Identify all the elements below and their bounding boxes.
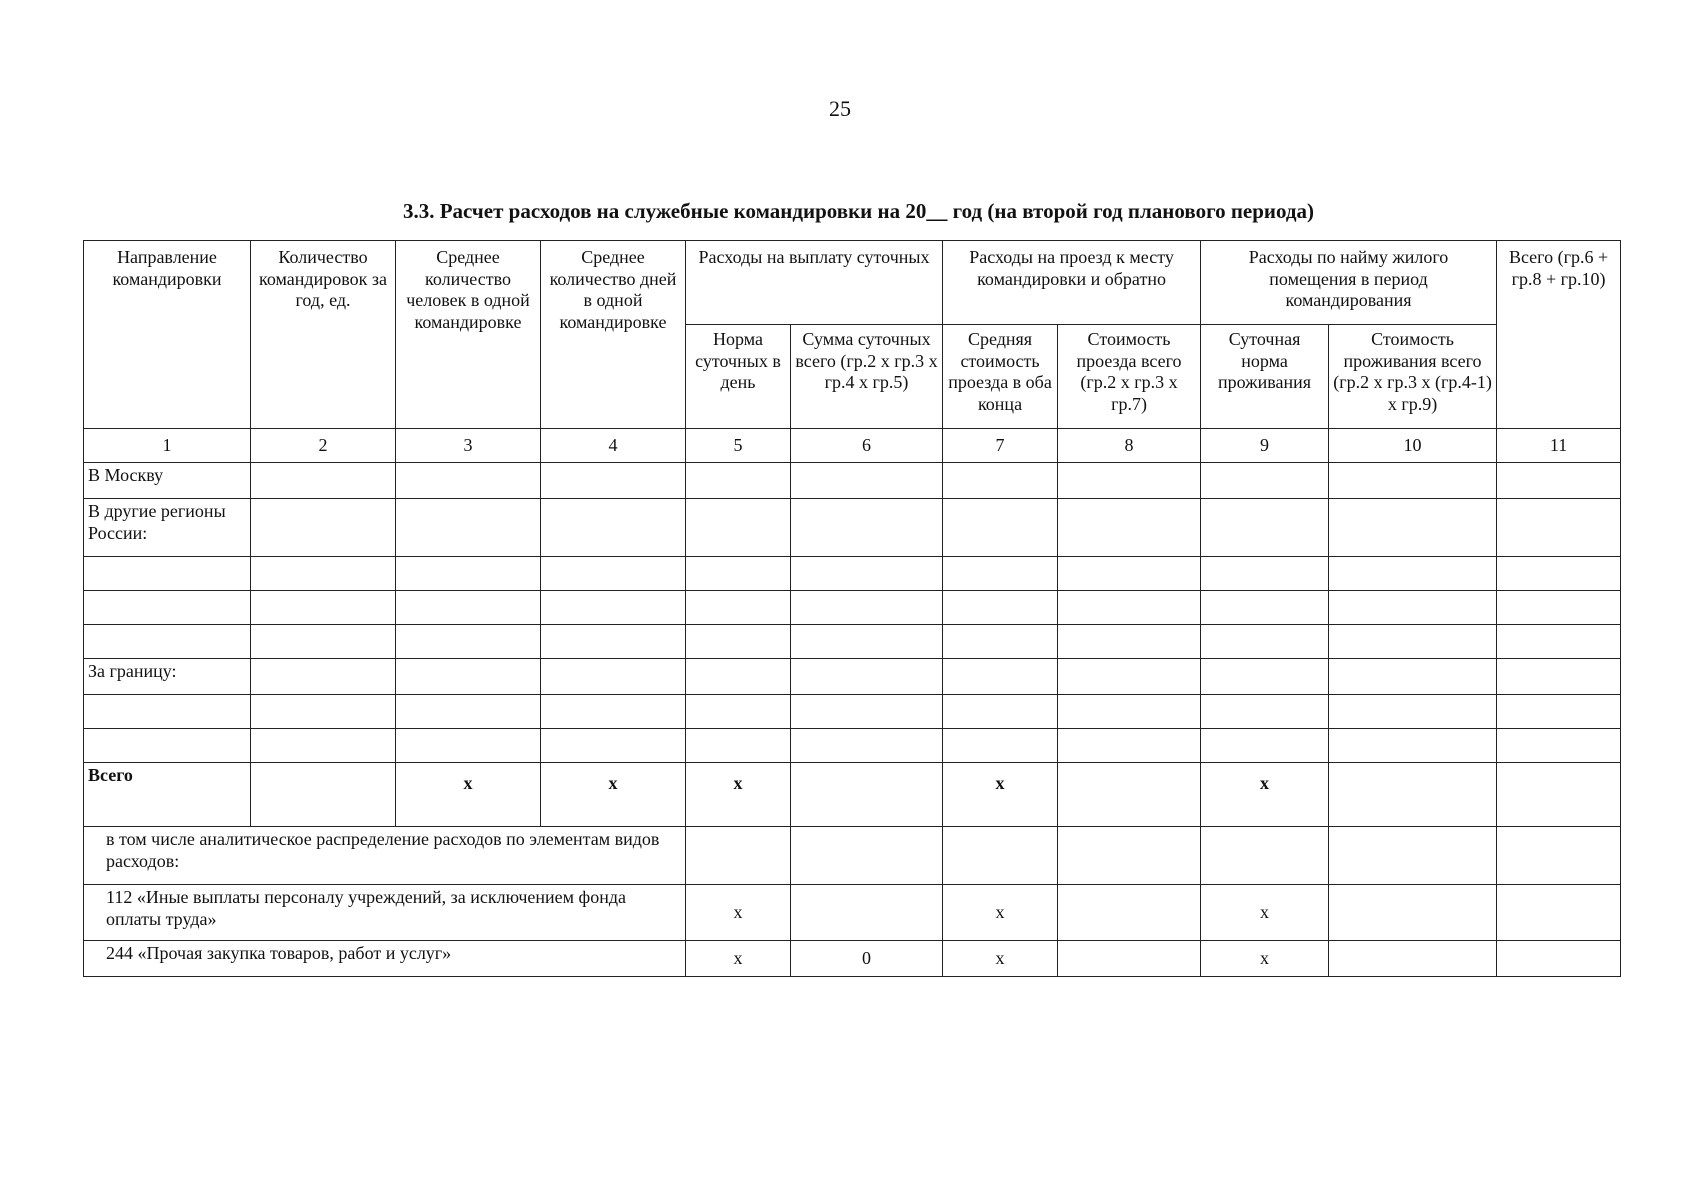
table-cell bbox=[791, 591, 943, 625]
table-cell bbox=[84, 557, 251, 591]
empty-row bbox=[84, 591, 1621, 625]
row-regions bbox=[84, 499, 1621, 557]
table-cell bbox=[1058, 625, 1201, 659]
table-cell bbox=[1058, 591, 1201, 625]
table-cell bbox=[943, 827, 1058, 885]
table-cell bbox=[686, 729, 791, 763]
table-cell bbox=[251, 591, 396, 625]
header-travel-total: Стоимость проезда всего (гр.2 х гр.3 х гр.7) bbox=[1058, 325, 1201, 429]
row-abroad bbox=[84, 659, 1621, 695]
na-mark: x bbox=[686, 763, 791, 827]
header-avg-people: Среднее количество человек в одной командировке bbox=[396, 241, 541, 429]
table-cell bbox=[1497, 591, 1621, 625]
table-cell bbox=[1329, 695, 1497, 729]
header-housing-norm: Суточная норма проживания bbox=[1201, 325, 1329, 429]
table-cell bbox=[541, 625, 686, 659]
table-cell bbox=[396, 499, 541, 557]
table-cell bbox=[541, 463, 686, 499]
table-cell bbox=[686, 625, 791, 659]
header-direction: Направление командировки bbox=[84, 241, 251, 429]
table-cell bbox=[541, 729, 686, 763]
table-cell bbox=[1329, 659, 1497, 695]
header-total: Всего (гр.6 + гр.8 + гр.10) bbox=[1497, 241, 1621, 429]
empty-row bbox=[84, 695, 1621, 729]
table-cell bbox=[1329, 763, 1497, 827]
table-cell bbox=[396, 625, 541, 659]
table-cell bbox=[1329, 729, 1497, 763]
table-cell bbox=[791, 763, 943, 827]
table-cell bbox=[1329, 625, 1497, 659]
table-cell bbox=[84, 591, 251, 625]
header-group-daily: Расходы на выплату суточных bbox=[686, 241, 943, 325]
table-cell bbox=[943, 625, 1058, 659]
column-number: 2 bbox=[251, 429, 396, 463]
header-trip-count: Количество командировок за год, ед. bbox=[251, 241, 396, 429]
table-cell bbox=[1497, 885, 1621, 941]
header-daily-norm: Норма суточных в день bbox=[686, 325, 791, 429]
table-cell bbox=[251, 499, 396, 557]
table-cell bbox=[1201, 695, 1329, 729]
table-cell bbox=[943, 591, 1058, 625]
table-cell bbox=[1058, 885, 1201, 941]
table-cell bbox=[1201, 827, 1329, 885]
table-cell bbox=[686, 591, 791, 625]
expense-calculation-table bbox=[83, 240, 1621, 977]
table-cell bbox=[1497, 463, 1621, 499]
empty-row bbox=[84, 625, 1621, 659]
table-cell bbox=[791, 463, 943, 499]
column-number: 3 bbox=[396, 429, 541, 463]
table-cell bbox=[396, 557, 541, 591]
table-cell bbox=[1497, 557, 1621, 591]
table-cell bbox=[1329, 827, 1497, 885]
table-cell bbox=[1058, 695, 1201, 729]
table-cell bbox=[1497, 659, 1621, 695]
table-cell bbox=[541, 695, 686, 729]
table-cell bbox=[791, 625, 943, 659]
header-daily-sum: Сумма суточных всего (гр.2 х гр.3 х гр.4 х гр.5) bbox=[791, 325, 943, 429]
column-number-row bbox=[84, 429, 1621, 463]
table-cell bbox=[1201, 729, 1329, 763]
table-cell bbox=[84, 695, 251, 729]
na-mark: x bbox=[1201, 885, 1329, 941]
header-avg-travel-cost: Средняя стоимость проезда в оба конца bbox=[943, 325, 1058, 429]
table-cell bbox=[84, 729, 251, 763]
page-number: 25 bbox=[829, 96, 851, 121]
row-label-regions: В другие регионы России: bbox=[84, 499, 251, 557]
row-label-moscow: В Москву bbox=[84, 463, 251, 499]
table-cell bbox=[791, 659, 943, 695]
column-number: 8 bbox=[1058, 429, 1201, 463]
na-mark: x bbox=[686, 941, 791, 977]
table-cell bbox=[251, 763, 396, 827]
table-cell bbox=[1058, 463, 1201, 499]
table-cell bbox=[943, 463, 1058, 499]
row-moscow bbox=[84, 463, 1621, 499]
table-cell bbox=[686, 463, 791, 499]
column-number: 11 bbox=[1497, 429, 1621, 463]
table-cell bbox=[791, 729, 943, 763]
table-cell bbox=[1497, 941, 1621, 977]
table-cell bbox=[251, 659, 396, 695]
table-cell bbox=[396, 729, 541, 763]
table-cell bbox=[1497, 695, 1621, 729]
na-mark: x bbox=[541, 763, 686, 827]
na-mark: x bbox=[396, 763, 541, 827]
table-cell bbox=[686, 557, 791, 591]
table-cell bbox=[1329, 941, 1497, 977]
empty-row bbox=[84, 557, 1621, 591]
table-cell bbox=[686, 827, 791, 885]
empty-row bbox=[84, 729, 1621, 763]
row-label-244: 244 «Прочая закупка товаров, работ и услуг» bbox=[84, 941, 686, 977]
table-cell bbox=[1058, 557, 1201, 591]
table-cell bbox=[1201, 463, 1329, 499]
table-cell bbox=[791, 827, 943, 885]
row-analytic bbox=[84, 827, 1621, 885]
table-cell bbox=[541, 499, 686, 557]
table-cell bbox=[541, 557, 686, 591]
table-cell bbox=[686, 695, 791, 729]
table-cell bbox=[943, 557, 1058, 591]
table-cell bbox=[396, 463, 541, 499]
header-group-housing: Расходы по найму жилого помещения в период командирования bbox=[1201, 241, 1497, 325]
row-label-abroad: За границу: bbox=[84, 659, 251, 695]
header-housing-total: Стоимость проживания всего (гр.2 х гр.3 х (гр.4-1) х гр.9) bbox=[1329, 325, 1497, 429]
table-cell bbox=[251, 557, 396, 591]
table-cell bbox=[1329, 499, 1497, 557]
table-cell bbox=[1058, 659, 1201, 695]
value-cell: 0 bbox=[791, 941, 943, 977]
table-cell bbox=[1329, 591, 1497, 625]
table-cell bbox=[791, 885, 943, 941]
table-cell bbox=[1058, 729, 1201, 763]
column-number: 1 bbox=[84, 429, 251, 463]
na-mark: x bbox=[686, 885, 791, 941]
column-number: 5 bbox=[686, 429, 791, 463]
table-cell bbox=[791, 557, 943, 591]
table-cell bbox=[1201, 659, 1329, 695]
table-cell bbox=[1201, 625, 1329, 659]
table-cell bbox=[943, 729, 1058, 763]
na-mark: x bbox=[943, 885, 1058, 941]
na-mark: x bbox=[1201, 763, 1329, 827]
table-cell bbox=[1497, 625, 1621, 659]
header-row-1 bbox=[84, 241, 1621, 325]
table-cell bbox=[791, 499, 943, 557]
table-cell bbox=[1201, 499, 1329, 557]
row-244 bbox=[84, 941, 1621, 977]
table-cell bbox=[1497, 499, 1621, 557]
column-number: 4 bbox=[541, 429, 686, 463]
table-cell bbox=[251, 695, 396, 729]
table-cell bbox=[686, 499, 791, 557]
table-cell bbox=[1058, 827, 1201, 885]
table-cell bbox=[686, 659, 791, 695]
table-cell bbox=[1058, 941, 1201, 977]
table-cell bbox=[84, 625, 251, 659]
table-cell bbox=[943, 499, 1058, 557]
table-cell bbox=[396, 659, 541, 695]
na-mark: x bbox=[943, 941, 1058, 977]
na-mark: x bbox=[943, 763, 1058, 827]
table-cell bbox=[396, 695, 541, 729]
table-cell bbox=[1329, 463, 1497, 499]
table-cell bbox=[1058, 499, 1201, 557]
table-cell bbox=[943, 695, 1058, 729]
table-cell bbox=[943, 659, 1058, 695]
row-112 bbox=[84, 885, 1621, 941]
row-total bbox=[84, 763, 1621, 827]
row-label-total: Всего bbox=[84, 763, 251, 827]
table-cell bbox=[1329, 885, 1497, 941]
header-group-travel: Расходы на проезд к месту командировки и обратно bbox=[943, 241, 1201, 325]
table-cell bbox=[541, 591, 686, 625]
table-cell bbox=[1201, 591, 1329, 625]
table-cell bbox=[251, 463, 396, 499]
table-cell bbox=[1329, 557, 1497, 591]
table-cell bbox=[251, 729, 396, 763]
column-number: 6 bbox=[791, 429, 943, 463]
column-number: 10 bbox=[1329, 429, 1497, 463]
header-avg-days: Среднее количество дней в одной командировке bbox=[541, 241, 686, 429]
row-label-analytic: в том числе аналитическое распределение расходов по элементам видов расходов: bbox=[84, 827, 686, 885]
table-cell bbox=[396, 591, 541, 625]
table-cell bbox=[1497, 763, 1621, 827]
table-cell bbox=[541, 659, 686, 695]
table-cell bbox=[1497, 827, 1621, 885]
table-cell bbox=[1497, 729, 1621, 763]
na-mark: x bbox=[1201, 941, 1329, 977]
column-number: 7 bbox=[943, 429, 1058, 463]
table-cell bbox=[251, 625, 396, 659]
table-cell bbox=[1058, 763, 1201, 827]
table-cell bbox=[1201, 557, 1329, 591]
table-cell bbox=[791, 695, 943, 729]
document-title: 3.3. Расчет расходов на служебные командировки на 20__ год (на второй год планового периода) bbox=[402, 199, 1315, 223]
column-number: 9 bbox=[1201, 429, 1329, 463]
row-label-112: 112 «Иные выплаты персоналу учреждений, за исключением фонда оплаты труда» bbox=[84, 885, 686, 941]
